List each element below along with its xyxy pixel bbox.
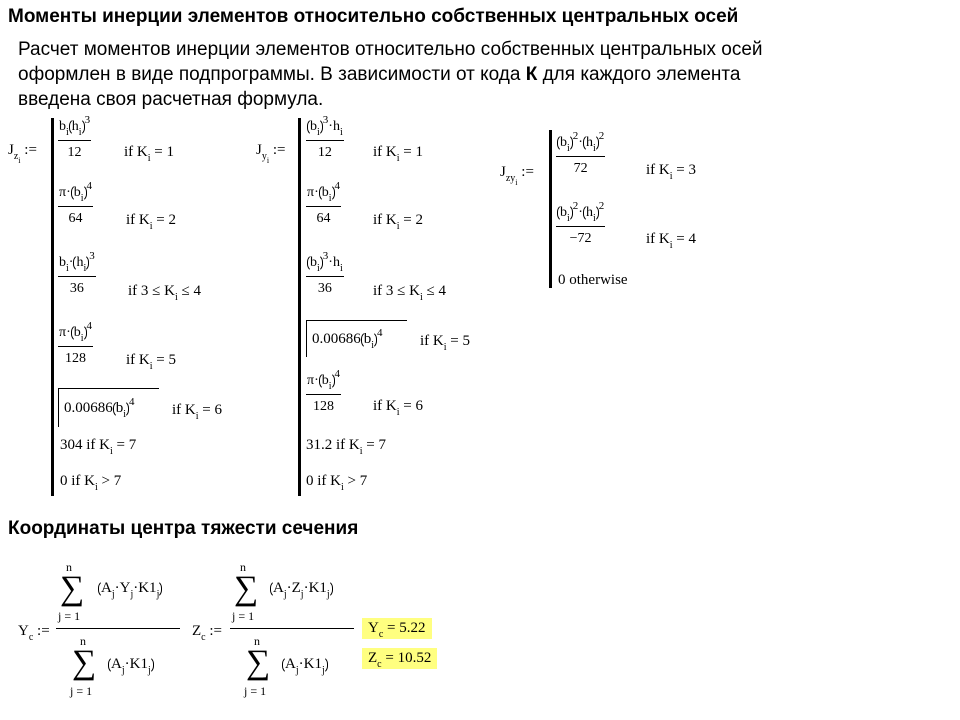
jy-sub-i: i — [266, 156, 270, 165]
jzy-cond-1: if $K_i = 3$ — [646, 162, 696, 182]
zc-den-term: $A_j\cdot K1_j$ — [282, 656, 328, 674]
cond-text: if K — [420, 333, 444, 349]
jy-fraction-1: $b_i^3\cdot h_i$ 12 — [306, 118, 344, 161]
cond-val: = 5 — [156, 352, 176, 368]
cond-text: if 3 ≤ K — [373, 283, 420, 299]
jy-cond-2: if $K_i = 2$ — [373, 212, 423, 232]
jy-den-3: 36 — [317, 281, 332, 296]
jz-program-bar — [51, 118, 54, 496]
cond-val: = 7 — [366, 437, 386, 453]
jz-den-1: 12 — [67, 145, 82, 160]
jz-cond-4: if $K_i = 5$ — [126, 352, 176, 372]
cond-val: = 2 — [156, 212, 176, 228]
zc-lhs — [192, 623, 222, 641]
jz-fraction-2: $\pi\cdot b_i^4$ 64 — [59, 180, 93, 226]
zc-sub: c — [201, 632, 206, 643]
zc-num-term: $A_j\cdot Z_j\cdot K1_j$ — [270, 580, 333, 598]
jz-expr-5: 0.00686 $b_i^4$ — [64, 396, 135, 420]
jy-cond-6: 31.2 if $K_i = 7$ — [306, 437, 386, 457]
jzy-sub-zy: zy — [505, 173, 516, 184]
yc-sub: c — [28, 632, 34, 643]
result-value: = 10.52 — [385, 650, 432, 666]
cond-text: 0 if K — [60, 473, 95, 489]
cond-val: ≤ 4 — [181, 283, 201, 299]
jy-lhs — [256, 142, 286, 165]
jz-den-4: 128 — [65, 351, 86, 366]
cond-val: = 6 — [202, 402, 222, 418]
jz-fraction-1: $b_i$ $h_i^3$ 12 — [59, 114, 91, 160]
yc-num-term: $A_j\cdot Y_j\cdot K1_j$ — [98, 580, 162, 598]
cond-text: if K — [126, 212, 150, 228]
zc-num-sum-upper: n — [240, 560, 246, 574]
zc-fraction-bar — [230, 628, 354, 629]
yc-lhs — [18, 623, 50, 641]
jy-program-bar — [298, 118, 301, 496]
zc-symbol: Z — [192, 623, 202, 639]
jz-sub-z: z — [13, 151, 19, 162]
cond-text: if K — [172, 402, 196, 418]
cond-text: if 3 ≤ K — [128, 283, 175, 299]
result-sub: c — [377, 659, 382, 670]
term-a: A — [101, 580, 112, 596]
cond-val: = 6 — [403, 398, 423, 414]
term-y: ·Y — [114, 580, 131, 596]
jy-symbol: J — [256, 142, 262, 158]
jy-cond-1: if $K_i = 1$ — [373, 144, 423, 164]
assign-op: := — [209, 623, 223, 639]
cond-text: 0 if K — [306, 473, 341, 489]
term-a: A — [111, 656, 122, 672]
intro-line-3: введена своя расчетная формула. — [18, 89, 324, 110]
result-label: Y — [368, 620, 379, 636]
cond-text: 304 if K — [60, 437, 110, 453]
yc-den-sum-lower: j = 1 — [70, 684, 93, 698]
zc-den-sigma-icon: ∑ — [246, 644, 271, 681]
jy-cond-4: if $K_i = 5$ — [420, 333, 470, 353]
section-heading-inertia: Моменты инерции элементов относительно собственных центральных осей — [8, 6, 739, 27]
jzy-symbol: J — [500, 164, 506, 180]
jz-symbol: J — [8, 142, 14, 158]
intro-text: оформлен в виде подпрограммы. В зависимости от кода — [18, 64, 526, 85]
jzy-otherwise: 0 otherwise — [558, 272, 628, 288]
cond-val: ≤ 4 — [426, 283, 446, 299]
jz-sub — [13, 151, 21, 165]
yc-den-term: $A_j\cdot K1_j$ — [108, 656, 154, 674]
result-sub: c — [378, 629, 384, 640]
jzy-lhs — [500, 164, 534, 187]
jz-fraction-4: $\pi\cdot b_i^4$ 128 — [59, 320, 93, 366]
jzy-sub-i: i — [515, 178, 518, 187]
jz-den-2: 64 — [68, 211, 83, 226]
cond-val: > 7 — [101, 473, 122, 489]
jy-cond-7: 0 if $K_i > 7$ — [306, 473, 368, 493]
jz-fraction-3: $b_i\cdot h_i^3$ 36 — [59, 250, 95, 296]
zc-den-sum-upper: n — [254, 634, 260, 648]
result-value: = 5.22 — [387, 620, 426, 636]
zc-den-sum-lower: j = 1 — [244, 684, 267, 698]
jy-coef: 0.00686 — [312, 331, 361, 347]
jzy-fraction-2: $b_i^2\cdot h_i^2$ −72 — [556, 204, 605, 247]
jz-cond-5: if $K_i = 6$ — [172, 402, 222, 422]
jz-cond-1: if $K_i = 1$ — [124, 144, 174, 164]
yc-num-sum-lower: j = 1 — [58, 609, 81, 623]
cond-text: 31.2 if K — [306, 437, 360, 453]
jy-sub-y: y — [261, 151, 267, 162]
jz-cond-6: 304 if $K_i = 7$ — [60, 437, 137, 457]
jz-cond-7: 0 if $K_i > 7$ — [60, 473, 122, 493]
term-k1: ·K1 — [298, 656, 322, 672]
jy-fraction-3: $b_i^3\cdot h_i$ 36 — [306, 254, 344, 297]
jzy-den-2: −72 — [569, 231, 592, 246]
jz-sub-i: i — [18, 156, 21, 165]
cond-text: if K — [126, 352, 150, 368]
yc-symbol: Y — [18, 623, 29, 639]
intro-line-2 — [18, 62, 763, 87]
jz-den-3: 36 — [69, 281, 84, 296]
cond-val: = 7 — [116, 437, 137, 453]
yc-den-sum-upper: n — [80, 634, 86, 648]
zc-num-sigma-icon: ∑ — [234, 570, 259, 607]
cond-text: if K — [373, 398, 397, 414]
jy-cond-3: if $3 \le K_i \le 4$ — [373, 283, 446, 303]
cond-text: if K — [646, 162, 670, 178]
term-z: ·Z — [286, 580, 301, 596]
cond-val: = 4 — [676, 231, 696, 247]
jy-cond-5: if $K_i = 6$ — [373, 398, 423, 418]
zc-num-sum-lower: j = 1 — [232, 609, 255, 623]
section-heading-centroid: Координаты центра тяжести сечения — [8, 518, 359, 539]
jy-den-1: 12 — [317, 145, 332, 160]
cond-val: > 7 — [347, 473, 368, 489]
cond-val: = 1 — [154, 144, 174, 160]
code-k: К — [525, 64, 538, 85]
assign-op: := — [37, 623, 50, 639]
term-k1: ·K1 — [133, 580, 157, 596]
result-label: Z — [368, 650, 378, 666]
term-a: A — [285, 656, 296, 672]
assign-op: := — [24, 142, 37, 158]
yc-den-sigma-icon: ∑ — [72, 644, 97, 681]
assign-op: := — [521, 164, 534, 180]
intro-paragraph — [18, 37, 763, 112]
cond-val: = 2 — [403, 212, 423, 228]
cond-text: if K — [124, 144, 148, 160]
jz-cond-3: if $3 \le K_i \le 4$ — [128, 283, 201, 303]
jzy-den-1: 72 — [573, 161, 588, 176]
term-a: A — [273, 580, 284, 596]
cond-text: if K — [646, 231, 670, 247]
term-k1: ·K1 — [124, 656, 148, 672]
jy-fraction-5: $\pi\cdot b_i^4$ 128 — [307, 368, 341, 414]
intro-line-1: Расчет моментов инерции элементов относительно собственных центральных осей — [18, 39, 763, 60]
cond-val: = 5 — [450, 333, 470, 349]
term-k1: ·K1 — [303, 580, 327, 596]
jy-den-2: 64 — [316, 211, 331, 226]
cond-val: = 3 — [676, 162, 696, 178]
cond-text: if K — [373, 144, 397, 160]
assign-op: := — [272, 142, 286, 158]
yc-num-sum-upper: n — [66, 560, 72, 574]
jy-den-5: 128 — [313, 399, 334, 414]
jz-lhs — [8, 142, 37, 165]
jz-coef: 0.00686 — [64, 400, 113, 416]
jy-expr-4: 0.00686 $b_i^4$ — [312, 327, 383, 351]
yc-result — [362, 618, 432, 639]
cond-val: = 1 — [403, 144, 423, 160]
jzy-cond-2: if $K_i = 4$ — [646, 231, 696, 251]
jy-fraction-2: $\pi\cdot b_i^4$ 64 — [307, 180, 341, 226]
zc-result — [362, 648, 437, 669]
jz-cond-2: if $K_i = 2$ — [126, 212, 176, 232]
yc-num-sigma-icon: ∑ — [60, 570, 85, 607]
intro-text: для каждого элемента — [537, 64, 741, 85]
jzy-program-bar — [549, 130, 552, 288]
cond-text: if K — [373, 212, 397, 228]
yc-fraction-bar — [56, 628, 180, 629]
jzy-fraction-1: $b_i^2\cdot h_i^2$ 72 — [556, 134, 605, 177]
